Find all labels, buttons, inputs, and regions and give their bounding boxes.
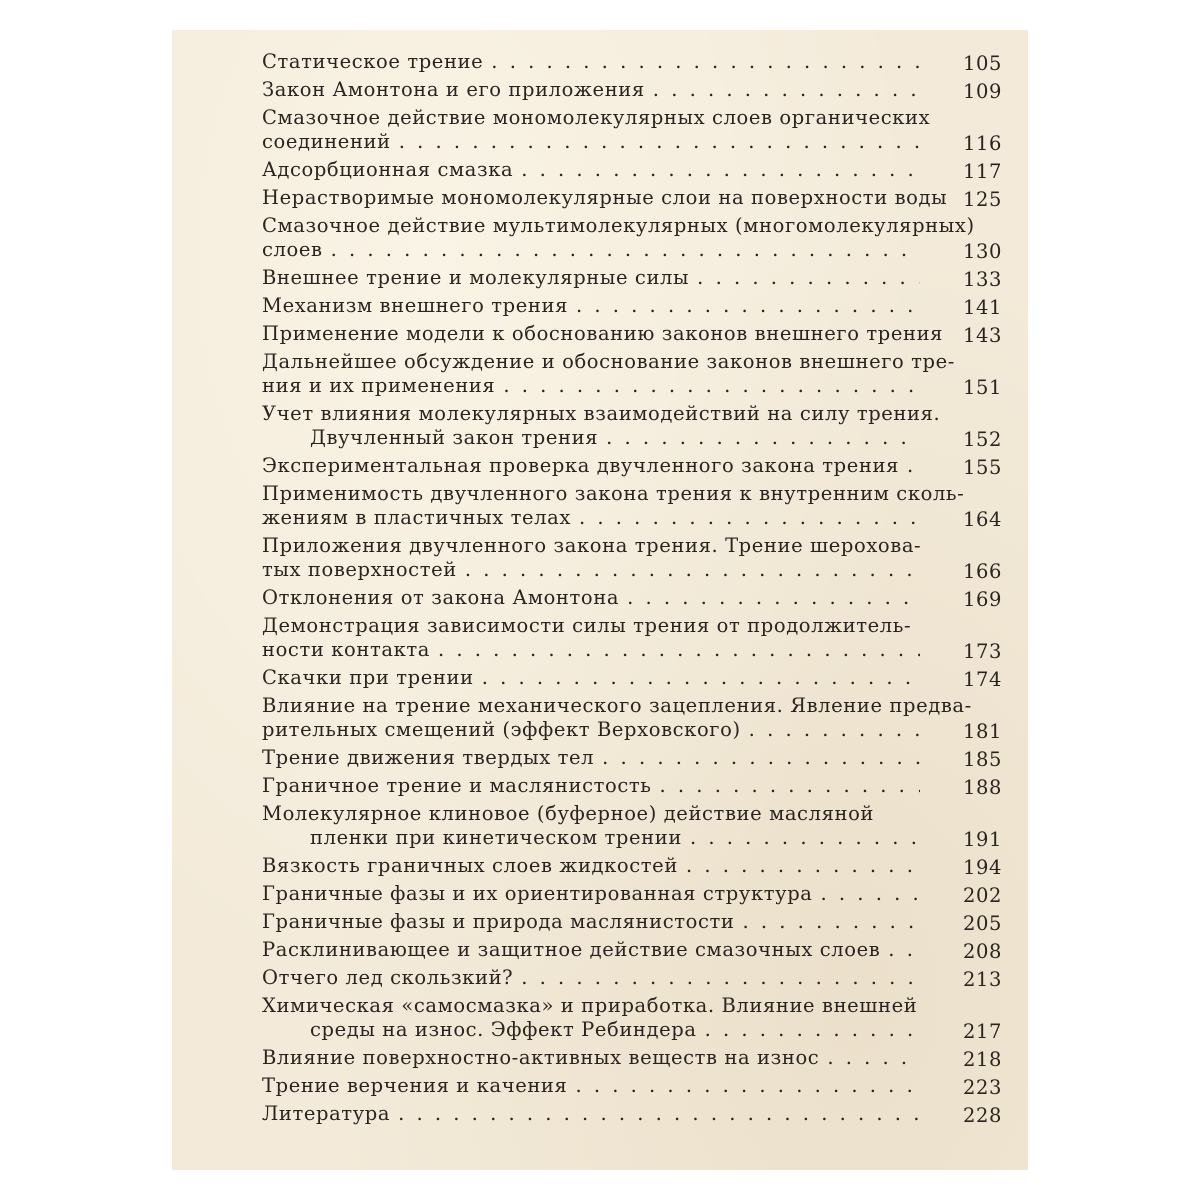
toc-entry-title-line bbox=[262, 78, 1002, 102]
toc-entry bbox=[262, 266, 1002, 292]
toc-entry-title: Механизм внешнего трения bbox=[262, 294, 568, 317]
toc-entry-page-number: 218 bbox=[962, 1048, 1002, 1071]
toc-entry-title-line bbox=[262, 666, 1002, 690]
toc-entry-page-number: 228 bbox=[962, 1104, 1002, 1127]
toc-entry bbox=[262, 106, 1002, 156]
table-of-contents bbox=[262, 50, 1002, 1130]
toc-entry-title: слоев bbox=[262, 238, 323, 261]
toc-entry-page-number: 202 bbox=[962, 884, 1002, 907]
toc-entry-title-line bbox=[262, 454, 1002, 478]
dot-leader bbox=[503, 374, 920, 398]
toc-entry-title-line bbox=[262, 130, 1002, 154]
toc-entry-title-line bbox=[262, 266, 1002, 290]
toc-entry bbox=[262, 938, 1002, 964]
toc-entry-title: Трение движения твердых тел bbox=[262, 746, 595, 769]
dot-leader bbox=[827, 1046, 920, 1070]
toc-entry-title: Граничные фазы и их ориентированная структура bbox=[262, 882, 813, 905]
toc-entry bbox=[262, 882, 1002, 908]
toc-entry-title-line bbox=[262, 774, 1002, 798]
toc-entry bbox=[262, 802, 1002, 852]
toc-entry bbox=[262, 966, 1002, 992]
toc-entry-title: Адсорбционная смазка bbox=[262, 158, 514, 181]
toc-entry-title-line: Учет влияния молекулярных взаимодействий на силу трения. bbox=[262, 402, 941, 425]
dot-leader bbox=[690, 826, 920, 850]
toc-entry-title-line bbox=[262, 50, 1002, 74]
dot-leader bbox=[575, 1074, 920, 1098]
dot-leader bbox=[627, 586, 920, 610]
toc-entry bbox=[262, 402, 1002, 452]
toc-entry-page-number: 174 bbox=[962, 668, 1002, 691]
dot-leader bbox=[705, 1018, 920, 1042]
toc-entry-title: соединений bbox=[262, 130, 391, 153]
toc-entry-title-line: Приложения двучленного закона трения. Трение шерохова- bbox=[262, 534, 922, 557]
toc-entry-title-line bbox=[262, 638, 1002, 662]
dot-leader bbox=[331, 238, 920, 262]
toc-entry-page-number: 188 bbox=[962, 776, 1002, 799]
toc-entry-title-line: Смазочное действие мультимолекулярных (многомолекулярных) bbox=[262, 214, 975, 237]
toc-entry-page-number: 125 bbox=[962, 188, 1002, 211]
toc-entry bbox=[262, 454, 1002, 480]
toc-entry bbox=[262, 482, 1002, 532]
toc-entry-title: Экспериментальная проверка двучленного закона трения bbox=[262, 454, 900, 477]
toc-entry bbox=[262, 294, 1002, 320]
dot-leader bbox=[491, 50, 920, 74]
toc-entry bbox=[262, 586, 1002, 612]
toc-entry-page-number: 194 bbox=[962, 856, 1002, 879]
toc-entry-title: рительных смещений (эффект Верховского) bbox=[262, 718, 741, 741]
toc-entry-title-line bbox=[262, 938, 1002, 962]
toc-entry-page-number: 109 bbox=[962, 80, 1002, 103]
toc-entry-page-number: 141 bbox=[962, 296, 1002, 319]
dot-leader bbox=[821, 882, 920, 906]
toc-entry bbox=[262, 322, 1002, 348]
dot-leader bbox=[749, 718, 920, 742]
toc-entry-title: ности контакта bbox=[262, 638, 430, 661]
toc-entry-title-line bbox=[262, 374, 1002, 398]
toc-entry-title-line: Влияние на трение механического зацепления. Явление предва- bbox=[262, 694, 972, 717]
dot-leader bbox=[606, 426, 920, 450]
toc-entry-page-number: 191 bbox=[962, 828, 1002, 851]
toc-entry-page-number: 130 bbox=[962, 240, 1002, 263]
dot-leader bbox=[579, 506, 920, 530]
toc-entry-title-line bbox=[262, 1018, 1002, 1042]
toc-entry-page-number: 181 bbox=[962, 720, 1002, 743]
toc-entry-page-number: 143 bbox=[962, 324, 1002, 347]
toc-entry-page-number: 164 bbox=[962, 508, 1002, 531]
toc-entry-title: среды на износ. Эффект Ребиндера bbox=[310, 1018, 697, 1041]
toc-entry-title-line bbox=[262, 558, 1002, 582]
toc-entry-title-line bbox=[262, 1102, 1002, 1126]
toc-entry-title-line bbox=[262, 826, 1002, 850]
toc-entry-title-line: Молекулярное клиновое (буферное) действие масляной bbox=[262, 802, 875, 825]
toc-entry-title: пленки при кинетическом трении bbox=[310, 826, 682, 849]
toc-entry bbox=[262, 854, 1002, 880]
toc-entry-title-line bbox=[262, 238, 1002, 262]
toc-entry bbox=[262, 158, 1002, 184]
toc-entry-title-line bbox=[262, 586, 1002, 610]
toc-entry-page-number: 208 bbox=[962, 940, 1002, 963]
toc-entry-title: Статическое трение bbox=[262, 50, 484, 73]
dot-leader bbox=[465, 558, 920, 582]
dot-leader bbox=[482, 666, 920, 690]
toc-entry-page-number: 117 bbox=[962, 160, 1002, 183]
toc-entry bbox=[262, 614, 1002, 664]
toc-entry-page-number: 166 bbox=[962, 560, 1002, 583]
toc-entry-title-line bbox=[262, 1074, 1002, 1098]
toc-entry-title: Влияние поверхностно-активных веществ на износ bbox=[262, 1046, 820, 1069]
toc-entry-title-line: Дальнейшее обсуждение и обоснование законов внешнего тре- bbox=[262, 350, 955, 373]
toc-entry-title-line bbox=[262, 910, 1002, 934]
toc-entry-title-line bbox=[262, 718, 1002, 742]
toc-entry-title: Отчего лед скользкий? bbox=[262, 966, 514, 989]
dot-leader bbox=[521, 158, 920, 182]
toc-entry-page-number: 105 bbox=[962, 52, 1002, 75]
dot-leader bbox=[888, 938, 920, 962]
toc-entry-page-number: 152 bbox=[962, 428, 1002, 451]
toc-entry-title: Применение модели к обоснованию законов внешнего трения bbox=[262, 322, 944, 345]
toc-entry bbox=[262, 774, 1002, 800]
toc-entry-title: Закон Амонтона и его приложения bbox=[262, 78, 645, 101]
toc-entry-title-line bbox=[262, 1046, 1002, 1070]
toc-entry-title-line bbox=[262, 426, 1002, 450]
dot-leader bbox=[660, 774, 921, 798]
book-page bbox=[172, 30, 1028, 1170]
toc-entry bbox=[262, 694, 1002, 744]
toc-entry bbox=[262, 910, 1002, 936]
toc-entry bbox=[262, 50, 1002, 76]
dot-leader bbox=[686, 854, 920, 878]
toc-entry bbox=[262, 350, 1002, 400]
toc-entry bbox=[262, 1046, 1002, 1072]
dot-leader bbox=[697, 266, 920, 290]
dot-leader bbox=[602, 746, 920, 770]
toc-entry-page-number: 116 bbox=[962, 132, 1002, 155]
toc-entry-page-number: 173 bbox=[962, 640, 1002, 663]
toc-entry-title-line bbox=[262, 854, 1002, 878]
toc-entry-title-line bbox=[262, 186, 1002, 210]
toc-entry bbox=[262, 214, 1002, 264]
toc-entry-page-number: 133 bbox=[962, 268, 1002, 291]
toc-entry-title-line bbox=[262, 506, 1002, 530]
toc-entry-title-line bbox=[262, 294, 1002, 318]
toc-entry-title-line bbox=[262, 322, 1002, 346]
dot-leader bbox=[653, 78, 920, 102]
toc-entry bbox=[262, 186, 1002, 212]
toc-entry-title: Трение верчения и качения bbox=[262, 1074, 568, 1097]
toc-entry-title-line: Применимость двучленного закона трения к внутренним сколь- bbox=[262, 482, 965, 505]
toc-entry bbox=[262, 1102, 1002, 1128]
toc-entry-page-number: 185 bbox=[962, 748, 1002, 771]
toc-entry-title: Расклинивающее и защитное действие смазочных слоев bbox=[262, 938, 881, 961]
dot-leader bbox=[399, 130, 920, 154]
toc-entry-title: Внешнее трение и молекулярные силы bbox=[262, 266, 690, 289]
toc-entry bbox=[262, 746, 1002, 772]
toc-entry-title-line: Демонстрация зависимости силы трения от продолжитель- bbox=[262, 614, 912, 637]
toc-entry-page-number: 217 bbox=[962, 1020, 1002, 1043]
toc-entry-title-line bbox=[262, 158, 1002, 182]
dot-leader bbox=[438, 638, 920, 662]
toc-entry-title: Отклонения от закона Амонтона bbox=[262, 586, 620, 609]
toc-entry-title-line bbox=[262, 882, 1002, 906]
toc-entry-page-number: 155 bbox=[962, 456, 1002, 479]
dot-leader bbox=[742, 910, 920, 934]
toc-entry-title: Нерастворимые мономолекулярные слои на поверхности воды bbox=[262, 186, 948, 209]
dot-leader bbox=[521, 966, 920, 990]
toc-entry-title: Двучленный закон трения bbox=[310, 426, 599, 449]
toc-entry-page-number: 213 bbox=[962, 968, 1002, 991]
dot-leader bbox=[907, 454, 920, 478]
dot-leader bbox=[398, 1102, 920, 1126]
toc-entry-page-number: 205 bbox=[962, 912, 1002, 935]
toc-entry-title-line: Химическая «самосмазка» и приработка. Влияние внешней bbox=[262, 994, 918, 1017]
toc-entry bbox=[262, 1074, 1002, 1100]
toc-entry-title: жениям в пластичных телах bbox=[262, 506, 571, 529]
toc-entry bbox=[262, 666, 1002, 692]
dot-leader bbox=[576, 294, 920, 318]
toc-entry-page-number: 223 bbox=[962, 1076, 1002, 1099]
toc-entry-title-line bbox=[262, 746, 1002, 770]
toc-entry bbox=[262, 994, 1002, 1044]
toc-entry-title-line bbox=[262, 966, 1002, 990]
toc-entry-title: Скачки при трении bbox=[262, 666, 474, 689]
toc-entry-title: Граничное трение и маслянистость bbox=[262, 774, 652, 797]
toc-entry-title: ния и их применения bbox=[262, 374, 496, 397]
toc-entry-page-number: 169 bbox=[962, 588, 1002, 611]
toc-entry-page-number: 151 bbox=[962, 376, 1002, 399]
toc-entry-title: тых поверхностей bbox=[262, 558, 457, 581]
toc-entry-title: Литература bbox=[262, 1102, 391, 1125]
toc-entry bbox=[262, 78, 1002, 104]
toc-entry-title-line: Смазочное действие мономолекулярных слоев органических bbox=[262, 106, 931, 129]
toc-entry-title: Вязкость граничных слоев жидкостей bbox=[262, 854, 678, 877]
toc-entry-title: Граничные фазы и природа маслянистости bbox=[262, 910, 735, 933]
toc-entry bbox=[262, 534, 1002, 584]
